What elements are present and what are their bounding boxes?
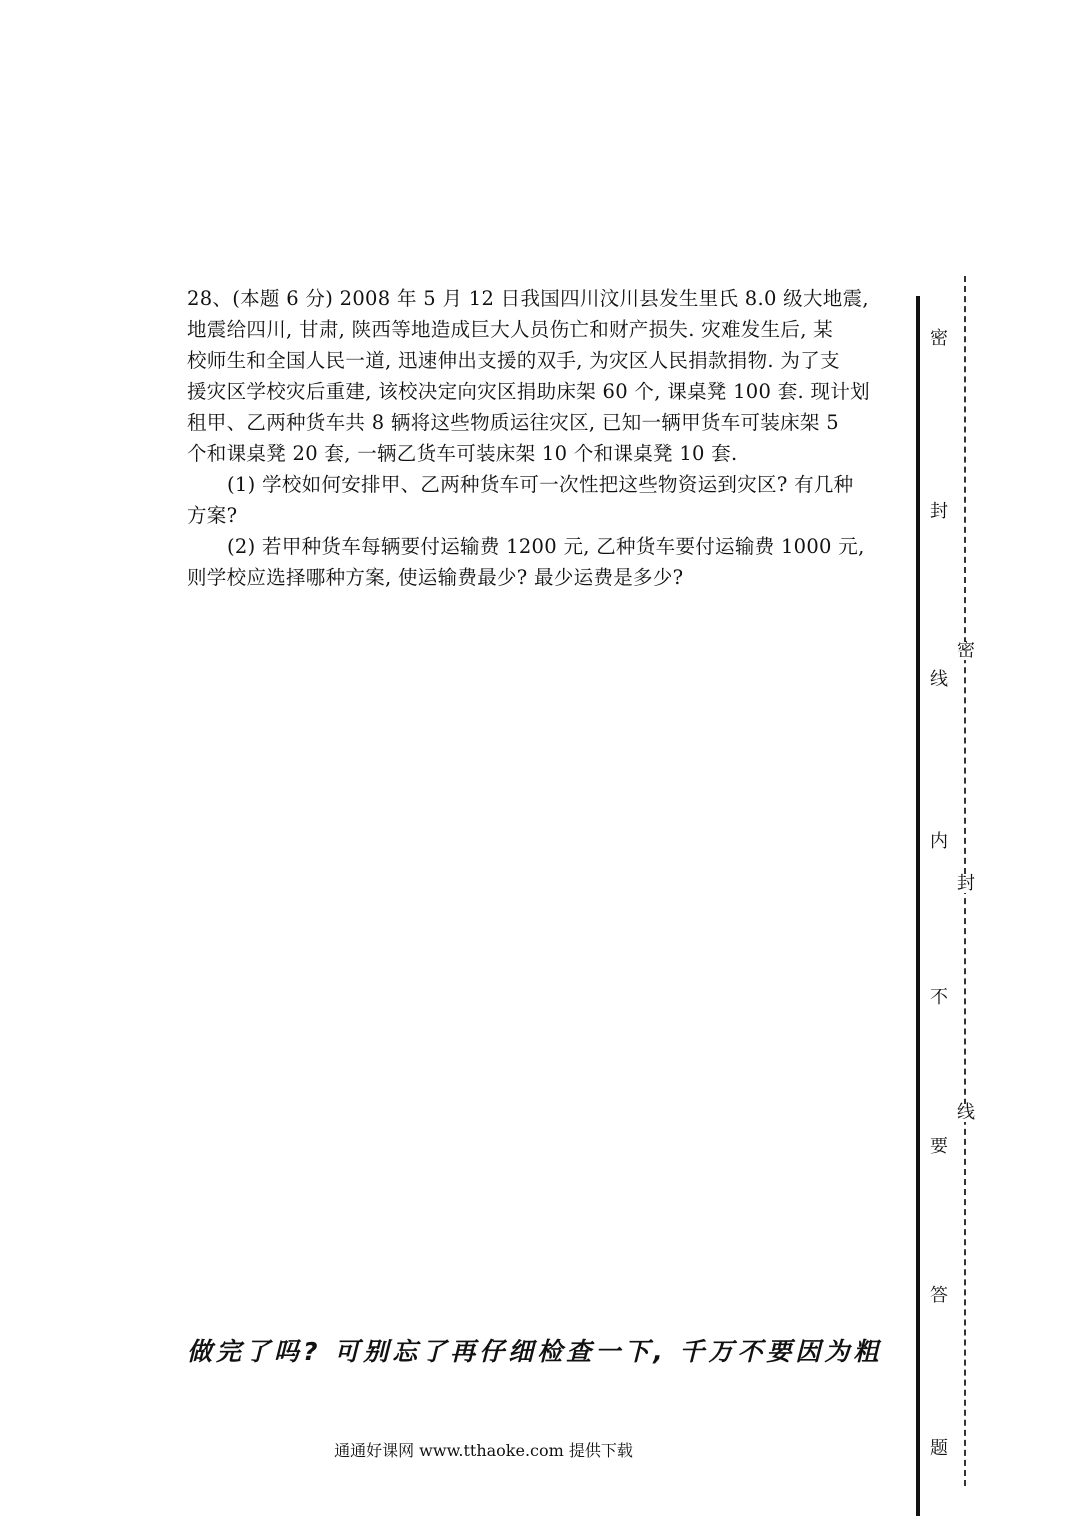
seal-char-outer: 线 [957, 1102, 975, 1123]
seal-char: 要 [930, 1136, 948, 1157]
seal-char: 内 [930, 831, 948, 852]
seal-char-outer: 封 [957, 873, 975, 894]
question-line: 校师生和全国人民一道, 迅速伸出支援的双手, 为灾区人民捐款捐物. 为了支 [187, 349, 840, 372]
question-part-2-cont: 则学校应选择哪种方案, 使运输费最少? 最少运费是多少? [187, 566, 684, 589]
reminder-text: 做完了吗? 可别忘了再仔细检查一下, 千万不要因为粗 [187, 1337, 883, 1366]
question-part-1-cont: 方案? [187, 504, 238, 527]
seal-line-solid [916, 296, 920, 1516]
footer-credit: 通通好课网 www.tthaoke.com 提供下载 [334, 1441, 633, 1460]
question-line: 援灾区学校灾后重建, 该校决定向灾区捐助床架 60 个, 课桌凳 100 套. 现计划 [187, 380, 870, 403]
question-line: 个和课桌凳 20 套, 一辆乙货车可装床架 10 个和课桌凳 10 套. [187, 442, 738, 465]
question-line: 租甲、乙两种货车共 8 辆将这些物质运往灾区, 已知一辆甲货车可装床架 5 [187, 411, 839, 434]
question-part-1: (1) 学校如何安排甲、乙两种货车可一次性把这些物资运到灾区? 有几种 [227, 473, 854, 496]
seal-char: 答 [930, 1285, 948, 1306]
seal-char: 题 [930, 1438, 948, 1459]
question-part-2: (2) 若甲种货车每辆要付运输费 1200 元, 乙种货车要付运输费 1000 元, [227, 535, 865, 558]
seal-char: 线 [930, 669, 948, 690]
seal-char: 不 [930, 987, 948, 1008]
question-28 [187, 283, 907, 593]
question-line: 地震给四川, 甘肃, 陕西等地造成巨大人员伤亡和财产损失. 灾难发生后, 某 [187, 318, 833, 341]
seal-char: 封 [930, 501, 948, 522]
seal-char: 密 [930, 328, 948, 349]
question-line: 28、(本题 6 分) 2008 年 5 月 12 日我国四川汶川县发生里氏 8.0 级大地震, [187, 287, 869, 310]
seal-char-outer: 密 [957, 640, 975, 661]
